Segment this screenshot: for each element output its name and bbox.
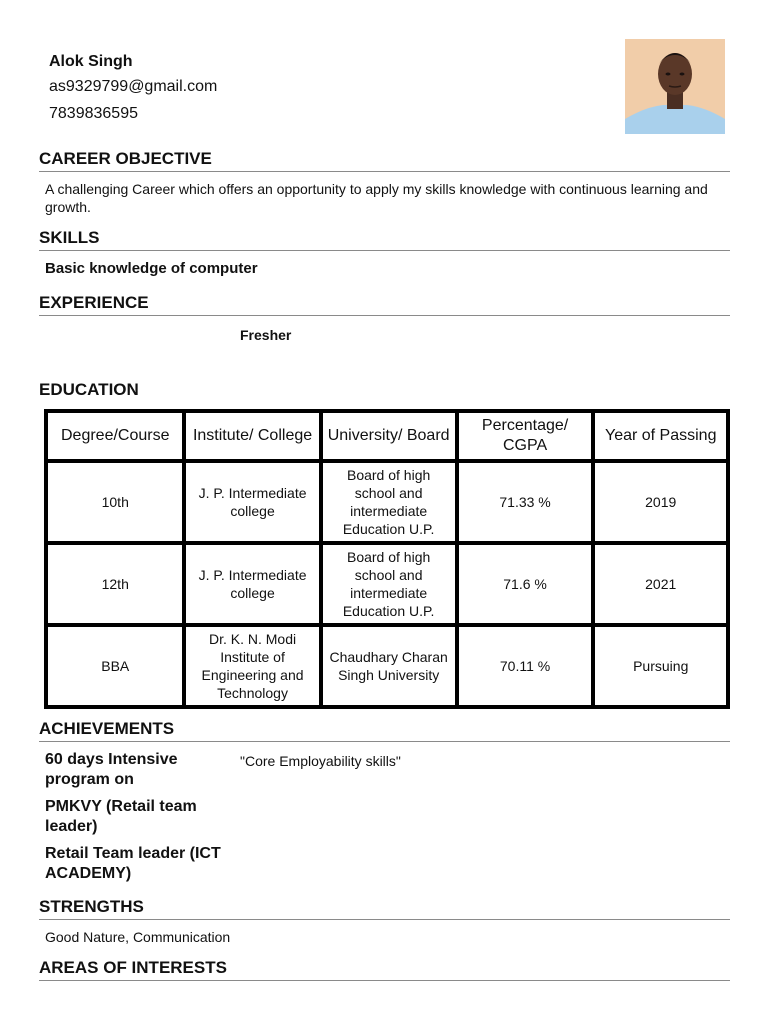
education-table xyxy=(44,409,730,709)
achievement-item: PMKVY (Retail team leader) xyxy=(45,798,197,835)
achievement-note: "Core Employability skills" xyxy=(240,753,401,769)
table-row xyxy=(46,625,728,707)
candidate-name: Alok Singh xyxy=(49,53,133,70)
achievement-item: 60 days Intensive program on xyxy=(45,751,178,788)
strengths-heading: STRENGTHS xyxy=(39,897,730,920)
table-cell: Dr. K. N. Modi Institute of Engineering and Technology xyxy=(184,625,320,707)
table-cell: Board of high school and intermediate Education U.P. xyxy=(321,543,457,625)
table-cell: Pursuing xyxy=(593,625,728,707)
resume-header xyxy=(49,51,217,127)
column-header: Degree/Course xyxy=(46,411,184,461)
profile-photo xyxy=(625,39,725,134)
table-cell: 2021 xyxy=(593,543,728,625)
education-heading: EDUCATION xyxy=(39,380,139,399)
skills-heading: SKILLS xyxy=(39,228,730,251)
phone-number: 7839836595 xyxy=(49,105,138,122)
email-address: as9329799@gmail.com xyxy=(49,78,218,95)
table-row xyxy=(46,461,728,543)
experience-item: Fresher xyxy=(240,327,292,343)
column-header: University/ Board xyxy=(321,411,457,461)
interests-heading: AREAS OF INTERESTS xyxy=(39,958,730,981)
table-cell: Chaudhary Charan Singh University xyxy=(321,625,457,707)
table-cell: 71.6 % xyxy=(457,543,594,625)
table-cell: BBA xyxy=(46,625,184,707)
table-cell: J. P. Intermediate college xyxy=(184,543,320,625)
achievement-item: Retail Team leader (ICT ACADEMY) xyxy=(45,845,221,882)
table-row xyxy=(46,543,728,625)
profile-photo-image xyxy=(625,39,725,134)
table-cell: 70.11 % xyxy=(457,625,594,707)
table-cell: 10th xyxy=(46,461,184,543)
column-header: Institute/ College xyxy=(184,411,320,461)
achievements-heading: ACHIEVEMENTS xyxy=(39,719,730,742)
experience-heading: EXPERIENCE xyxy=(39,293,730,316)
table-cell: 12th xyxy=(46,543,184,625)
column-header: Year of Passing xyxy=(593,411,728,461)
table-header-row xyxy=(46,411,728,461)
table-cell: 71.33 % xyxy=(457,461,594,543)
career-objective-text: A challenging Career which offers an opportunity to apply my skills knowledge with continuous learning and growth. xyxy=(45,181,708,215)
strengths-text: Good Nature, Communication xyxy=(45,929,231,945)
skill-item: Basic knowledge of computer xyxy=(45,260,258,277)
table-cell: 2019 xyxy=(593,461,728,543)
table-cell: Board of high school and intermediate Education U.P. xyxy=(321,461,457,543)
table-cell: J. P. Intermediate college xyxy=(184,461,320,543)
career-objective-heading: CAREER OBJECTIVE xyxy=(39,149,730,172)
column-header: Percentage/ CGPA xyxy=(457,411,594,461)
